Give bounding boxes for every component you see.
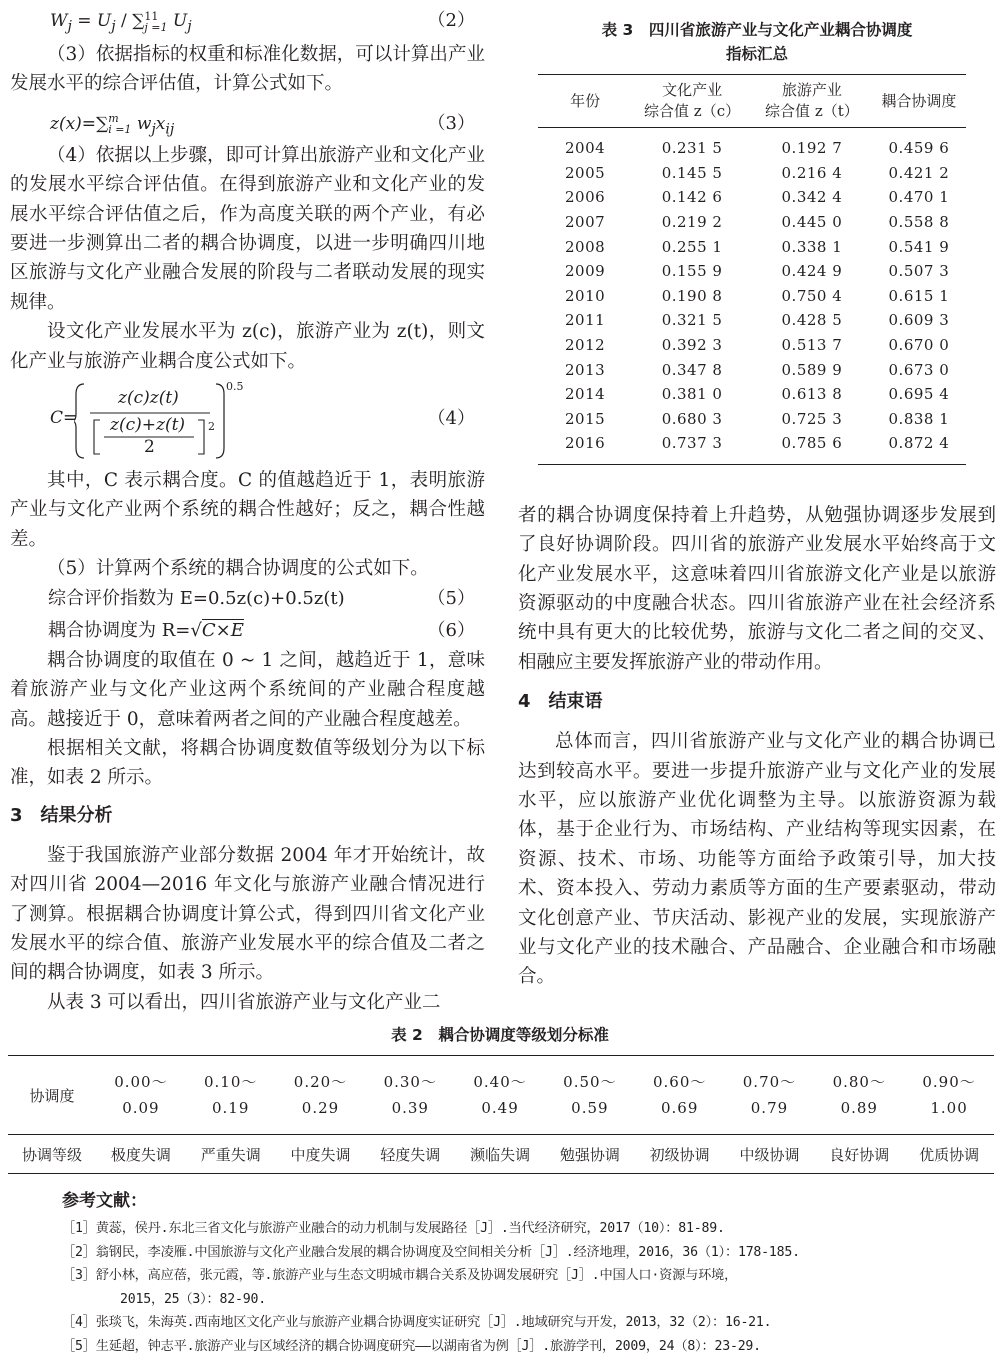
paragraph: 总体而言，四川省旅游产业与文化产业的耦合协调已达到较高水平。要进一步提升旅游产业与文化产业的发展水平，应以旅游产业优化调整为主导。以旅游资源为载体，基于企业行为、市场结构、产业结构等现实因素，在资源、技术、市场、功能等方面给予政策引导，加大技术、资本投入、劳动力素质等方面的生产要素驱动，带动文化创意产业、节庆活动、影视产业的发展，实现旅游产业与文化产业的技术融合、产品融合、企业融合和市场融合。 — [518, 731, 996, 988]
table3-year-cell: 2014 — [564, 385, 606, 404]
table2-range-cell: 0.60～ 0.69 — [652, 1073, 707, 1117]
paragraph: 者的耦合协调度保持着上升趋势，从勉强协调逐步发展到了良好协调阶段。四川省的旅游产业发展水平始终高于文化产业发展水平，这意味着四川省旅游文化产业是以旅游资源驱动的中度融合状态。四川省旅游产业在社会经济系统中具有更大的比较优势，旅游与文化二者之间的交叉、相融应主要发挥旅游产业的带动作用。 — [518, 504, 996, 673]
table2-level-cell: 中度失调 — [290, 1145, 351, 1164]
reference-item: ［3］舒小林，高应蓓，张元霞，等.旅游产业与生态文明城市耦合关系及协调发展研究［J］.中国人口·资源与环境， — [62, 1268, 738, 1283]
table3-header: 文化产业 综合值 z（c） — [644, 81, 741, 120]
table3-caption: 表 3 四川省旅游产业与文化产业耦合协调度 指标汇总 — [601, 21, 913, 63]
table3-value-cell: 0.321 5 — [661, 311, 723, 330]
table3-value-cell: 0.216 4 — [781, 163, 843, 182]
table3-value-cell: 0.459 6 — [888, 139, 950, 158]
table3-value-cell: 0.609 3 — [888, 311, 950, 330]
table3-header: 旅游产业 综合值 z（t） — [765, 81, 859, 120]
table3-year-cell: 2007 — [564, 213, 606, 232]
formula-3: z(x)=∑ m i =1 $w_jx_{ij}$ （3） — [10, 109, 485, 139]
table3-row — [538, 128, 966, 161]
paragraph: 设文化产业发展水平为 z(c)，旅游产业为 z(t)，则文化产业与旅游产业耦合度公式如下。 — [10, 321, 485, 372]
table3-year-cell: 2012 — [564, 336, 606, 355]
table3-value-cell: 0.428 5 — [781, 311, 843, 330]
paragraph: 鉴于我国旅游产业部分数据 2004 年才开始统计，故对四川省 2004—2016 年文化与旅游产业融合情况进行了测算。根据耦合协调度计算公式，得到四川省文化产业发展水平的综合值、旅游产业发展水平的综合值及二者之间的耦合协调度，如表 3 所示。 — [10, 844, 485, 984]
table3 — [538, 74, 966, 465]
table2-level-cell: 初级协调 — [649, 1145, 710, 1164]
table3-value-cell: 0.750 4 — [781, 286, 843, 305]
table3-value-cell: 0.513 7 — [781, 336, 843, 355]
table3-value-cell: 0.615 1 — [888, 286, 950, 305]
table3-value-cell: 0.680 3 — [661, 409, 723, 428]
table3-value-cell: 0.589 9 — [781, 360, 843, 379]
table2-range-cell: 0.10～ 0.19 — [203, 1073, 258, 1117]
table3-value-cell: 0.342 4 — [781, 188, 843, 207]
table3-row — [538, 234, 966, 259]
table2-row-label: 协调等级 — [21, 1145, 82, 1164]
table2-level-cell: 良好协调 — [829, 1145, 890, 1164]
table3-year-cell: 2005 — [564, 163, 606, 182]
table2-range-cell: 0.30～ 0.39 — [383, 1073, 437, 1117]
paragraph: 其中，C 表示耦合度。C 的值越趋近于 1，表明旅游产业与文化产业两个系统的耦合性越好；反之，耦合性越差。 — [10, 470, 485, 550]
equation-number: （6） — [427, 619, 475, 641]
table3-year-cell: 2011 — [564, 311, 606, 330]
table3-value-cell: 0.392 3 — [661, 336, 723, 355]
equation-number: （3） — [427, 112, 475, 134]
table3-year-cell: 2016 — [564, 434, 606, 453]
table3-row — [538, 284, 966, 309]
table3-value-cell: 0.190 8 — [661, 286, 723, 305]
equation-number: （2） — [427, 10, 475, 31]
table2-level-cell: 中级协调 — [739, 1145, 800, 1164]
references — [62, 1186, 992, 1358]
table3-value-cell: 0.470 1 — [888, 188, 950, 207]
table3-value-cell: 0.424 9 — [781, 262, 843, 281]
table2-level-cell: 优质协调 — [919, 1145, 980, 1164]
table3-year-cell: 2010 — [564, 286, 606, 305]
table3-row — [538, 431, 966, 464]
table3-value-cell: 0.192 7 — [781, 139, 843, 158]
table2-range-cell: 0.50～ 0.59 — [563, 1073, 617, 1117]
paragraph: （5）计算两个系统的耦合协调度的公式如下。 — [47, 558, 429, 580]
table2-caption: 表 2 耦合协调度等级划分标准 — [391, 1026, 609, 1044]
paragraph: （3）依据指标的权重和标准化数据，可以计算出产业发展水平的综合评估值，计算公式如下。 — [10, 44, 485, 95]
table3-value-cell: 0.507 3 — [888, 262, 950, 281]
table3-value-cell: 0.695 4 — [888, 385, 950, 404]
table3-year-cell: 2013 — [564, 360, 606, 379]
table2-row-label: 协调度 — [29, 1086, 75, 1105]
table2-level-cell: 严重失调 — [200, 1145, 261, 1164]
table2-range-cell: 0.40～ 0.49 — [473, 1073, 527, 1117]
table3-row — [538, 161, 966, 186]
sqrt-symbol: √ — [190, 619, 202, 641]
table2-range-cell: 0.70～ 0.79 — [742, 1073, 797, 1117]
table3-value-cell: 0.673 0 — [888, 360, 950, 379]
table3-value-cell: 0.421 2 — [888, 163, 950, 182]
table3-value-cell: 0.670 0 — [888, 336, 950, 355]
equation-number: （5） — [427, 587, 475, 609]
table3-value-cell: 0.872 4 — [888, 434, 950, 453]
table3-year-cell: 2009 — [564, 262, 606, 281]
table2-range-cell: 0.20～ 0.29 — [293, 1073, 348, 1117]
table3-value-cell: 0.785 6 — [781, 434, 843, 453]
table3-header: 年份 — [570, 91, 601, 110]
paragraph: 根据相关文献，将耦合协调度数值等级划分为以下标准，如表 2 所示。 — [10, 737, 485, 789]
right-column — [518, 0, 996, 992]
table3-row — [538, 407, 966, 432]
reference-item: ［2］翁钢民，李凌雁.中国旅游与文化产业融合发展的耦合协调度及空间相关分析［J］.经济地理，2016，36（1）：178-185. — [62, 1244, 800, 1260]
table3-value-cell: 0.219 2 — [661, 213, 723, 232]
formula-6: 耦合协调度为 R=√C×E （6） — [10, 616, 485, 646]
table3-row — [538, 210, 966, 235]
table2 — [8, 1055, 994, 1174]
table3-year-cell: 2004 — [564, 139, 606, 158]
formula-4: C= z(c)z(t) z(c)+z(t) 2 2 0.5 （4） — [10, 382, 485, 460]
section-heading: 4 结束语 — [518, 691, 603, 713]
table2-range-cell: 0.80～ 0.89 — [832, 1073, 886, 1117]
table2-range-cell: 0.00～ 0.09 — [114, 1073, 168, 1117]
table2-level-cell: 极度失调 — [110, 1145, 171, 1164]
table2-range-cell: 0.90～ 1.00 — [922, 1073, 976, 1117]
table2-level-cell: 轻度失调 — [380, 1145, 441, 1164]
table3-row — [538, 333, 966, 358]
table3-year-cell: 2015 — [564, 409, 606, 428]
table3-year-cell: 2006 — [564, 188, 606, 207]
reference-item: ［5］生延超，钟志平.旅游产业与区域经济的耦合协调度研究——以湖南省为例［J］.旅游学刊，2009，24（8）：23-29. — [62, 1338, 761, 1354]
table3-value-cell: 0.558 8 — [888, 213, 950, 232]
table3-value-cell: 0.445 0 — [781, 213, 843, 232]
table3-value-cell: 0.338 1 — [781, 237, 843, 256]
table3-row — [538, 382, 966, 407]
table3-value-cell: 0.381 0 — [661, 385, 723, 404]
table3-value-cell: 0.613 8 — [781, 385, 843, 404]
table3-body — [538, 128, 966, 465]
equation-number: （4） — [427, 408, 475, 430]
formula-5: 综合评价指数为 E=0.5z(c)+0.5z(t) （5） — [10, 584, 485, 614]
table3-value-cell: 0.725 3 — [781, 409, 843, 428]
references-title: 参考文献： — [62, 1191, 147, 1211]
table3-value-cell: 0.231 5 — [661, 139, 723, 158]
formula-2: $W_j = U_j$ / ∑ 11 j =1 $U_j$ （2） — [10, 6, 485, 36]
section-heading: 3 结果分析 — [10, 804, 113, 826]
table3-value-cell: 0.347 8 — [661, 360, 723, 379]
table3-value-cell: 0.737 3 — [661, 434, 723, 453]
reference-item-continuation: 2015，25（3）：82-90. — [120, 1291, 266, 1307]
table3-value-cell: 0.145 5 — [661, 163, 723, 182]
table2-level-cell: 勉强协调 — [559, 1145, 620, 1164]
table2-range-row — [8, 1056, 994, 1135]
table3-row — [538, 357, 966, 382]
table3-value-cell: 0.838 1 — [888, 409, 950, 428]
table2-level-row — [8, 1135, 994, 1174]
table3-value-cell: 0.142 6 — [661, 188, 723, 207]
table3-row — [538, 185, 966, 210]
paragraph: （4）依据以上步骤，即可计算出旅游产业和文化产业的发展水平综合评估值。在得到旅游产业和文化产业的发展水平综合评估值之后，作为高度关联的两个产业，有必要进一步测算出二者的耦合协调度，以进一步明确四川地区旅游与文化产业融合发展的阶段与二者联动发展的现实规律。 — [10, 144, 485, 313]
paragraph: 耦合协调度的取值在 0 ~ 1 之间，越趋近于 1，意味着旅游产业与文化产业这两个系统间的产业融合程度越高。越接近于 0，意味着两者之间的产业融合程度越差。 — [10, 649, 485, 730]
reference-item: ［1］黄蕊，侯丹.东北三省文化与旅游产业融合的动力机制与发展路径［J］.当代经济研究，2017（10）：81-89. — [62, 1221, 725, 1236]
left-column — [10, 0, 485, 1017]
table3-row — [538, 308, 966, 333]
table3-year-cell: 2008 — [564, 237, 606, 256]
table3-header: 耦合协调度 — [881, 91, 957, 110]
table3-value-cell: 0.155 9 — [661, 262, 723, 281]
table3-value-cell: 0.255 1 — [661, 237, 723, 256]
paragraph: 从表 3 可以看出，四川省旅游产业与文化产业二 — [47, 991, 441, 1013]
table3-value-cell: 0.541 9 — [888, 237, 950, 256]
table2-level-cell: 濒临失调 — [470, 1145, 531, 1164]
reference-item: ［4］张琰飞，朱海英.西南地区文化产业与旅游产业耦合协调度实证研究［J］.地域研究与开发，2013，32（2）：16-21. — [62, 1315, 772, 1330]
table3-row — [538, 259, 966, 284]
